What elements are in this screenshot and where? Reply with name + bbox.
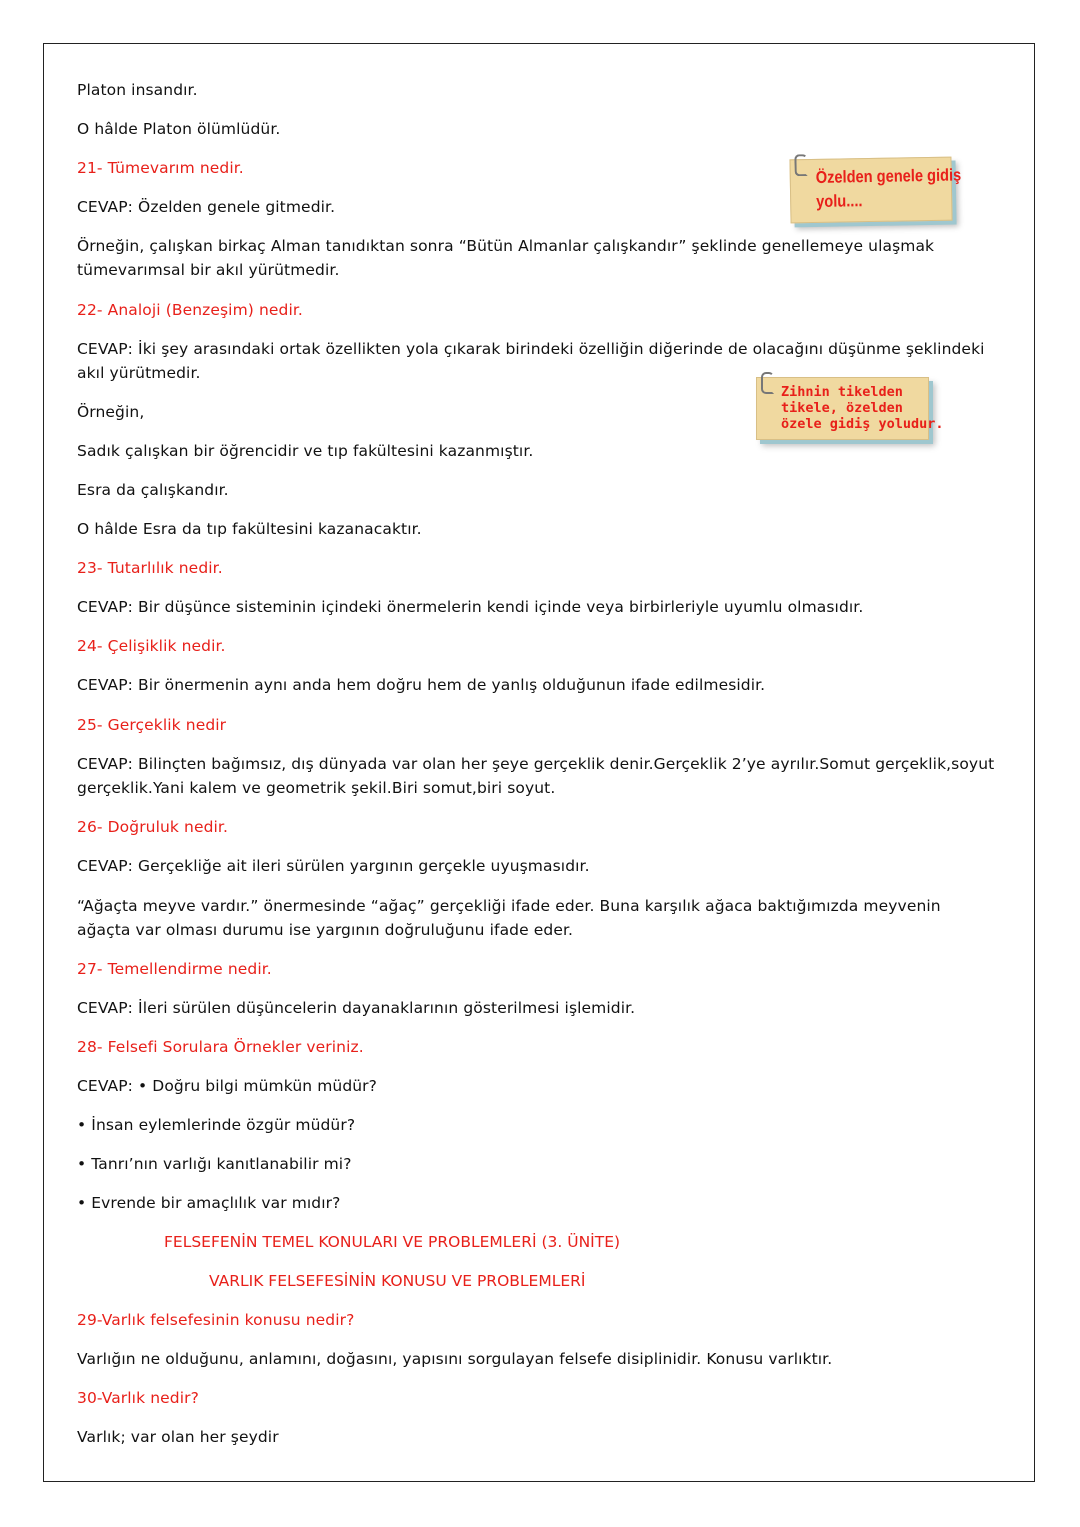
section-heading: VARLIK FELSEFESİNİN KONUSU VE PROBLEMLERİ	[209, 1272, 586, 1290]
list-item: • Tanrı’nın varlığı kanıtlanabilir mi?	[77, 1155, 352, 1173]
question-25: 25- Gerçeklik nedir	[77, 716, 227, 734]
answer-25: CEVAP: Bilinçten bağımsız, dış dünyada var olan her şeye gerçeklik denir.Gerçeklik 2’ye ayrılır.Somut gerçeklik,soyut gerçeklik.Yani kalem ve geometrik şekil.Biri somut,biri soyut.	[77, 755, 995, 797]
question-24: 24- Çelişiklik nedir.	[77, 637, 226, 655]
question-29: 29-Varlık felsefesinin konusu nedir?	[77, 1311, 355, 1329]
answer-24: CEVAP: Bir önermenin aynı anda hem doğru hem de yanlış olduğunun ifade edilmesidir.	[77, 676, 766, 694]
answer-27: CEVAP: İleri sürülen düşüncelerin dayanaklarının gösterilmesi işlemidir.	[77, 999, 636, 1017]
question-28: 28- Felsefi Sorulara Örnekler veriniz.	[77, 1038, 364, 1056]
example-26: “Ağaçta meyve vardır.” önermesinde “ağaç” gerçekliği ifade eder. Buna karşılık ağaca baktığımızda meyvenin ağaçta var olması durumu ise yargının doğruluğunu ifade eder.	[77, 897, 941, 939]
answer-21: CEVAP: Özelden genele gitmedir.	[77, 198, 336, 216]
sticky-note-text: Zihnin tikelden tikele, özelden özele gidiş yoludur.	[781, 384, 944, 432]
question-22: 22- Analoji (Benzeşim) nedir.	[77, 301, 303, 319]
text-line: O hâlde Platon ölümlüdür.	[77, 120, 281, 138]
list-item: • Evrende bir amaçlılık var mıdır?	[77, 1194, 341, 1212]
answer-23: CEVAP: Bir düşünce sisteminin içindeki önermelerin kendi içinde veya birbirleriyle uyumlu olmasıdır.	[77, 598, 864, 616]
answer-26: CEVAP: Gerçekliğe ait ileri sürülen yargının gerçekle uyuşmasıdır.	[77, 857, 590, 875]
text-line: Platon insandır.	[77, 81, 198, 99]
text-line: O hâlde Esra da tıp fakültesini kazanacaktır.	[77, 520, 422, 538]
question-27: 27- Temellendirme nedir.	[77, 960, 272, 978]
question-30: 30-Varlık nedir?	[77, 1389, 199, 1407]
answer-29: Varlığın ne olduğunu, anlamını, doğasını, yapısını sorgulayan felsefe disiplinidir. Konusu varlıktır.	[77, 1350, 833, 1368]
sticky-note-induction	[789, 157, 962, 224]
paperclip-icon	[761, 372, 774, 394]
paperclip-icon	[794, 154, 807, 176]
question-21: 21- Tümevarım nedir.	[77, 159, 244, 177]
answer-30: Varlık; var olan her şeydir	[77, 1428, 279, 1446]
text-line: Örneğin,	[77, 403, 145, 421]
answer-28: CEVAP: • Doğru bilgi mümkün müdür?	[77, 1077, 377, 1095]
answer-22: CEVAP: İki şey arasındaki ortak özellikten yola çıkarak birindeki özelliğin diğerinde de olacağını düşünme şeklindeki akıl yürütmedir.	[77, 340, 985, 382]
unit-heading: FELSEFENİN TEMEL KONULARI VE PROBLEMLERİ (3. ÜNİTE)	[164, 1233, 621, 1251]
sticky-note-text: Özelden genele gidiş yolu....	[815, 165, 962, 211]
example-21: Örneğin, çalışkan birkaç Alman tanıdıktan sonra “Bütün Almanlar çalışkandır” şeklinde genellemeye ulaşmak tümevarımsal bir akıl yürütmedir.	[77, 237, 935, 279]
question-26: 26- Doğruluk nedir.	[77, 818, 229, 836]
sticky-note-analogy	[756, 377, 944, 440]
text-line: Sadık çalışkan bir öğrencidir ve tıp fakültesini kazanmıştır.	[77, 442, 534, 460]
list-item: • İnsan eylemlerinde özgür müdür?	[77, 1116, 356, 1134]
question-23: 23- Tutarlılık nedir.	[77, 559, 223, 577]
text-line: Esra da çalışkandır.	[77, 481, 229, 499]
